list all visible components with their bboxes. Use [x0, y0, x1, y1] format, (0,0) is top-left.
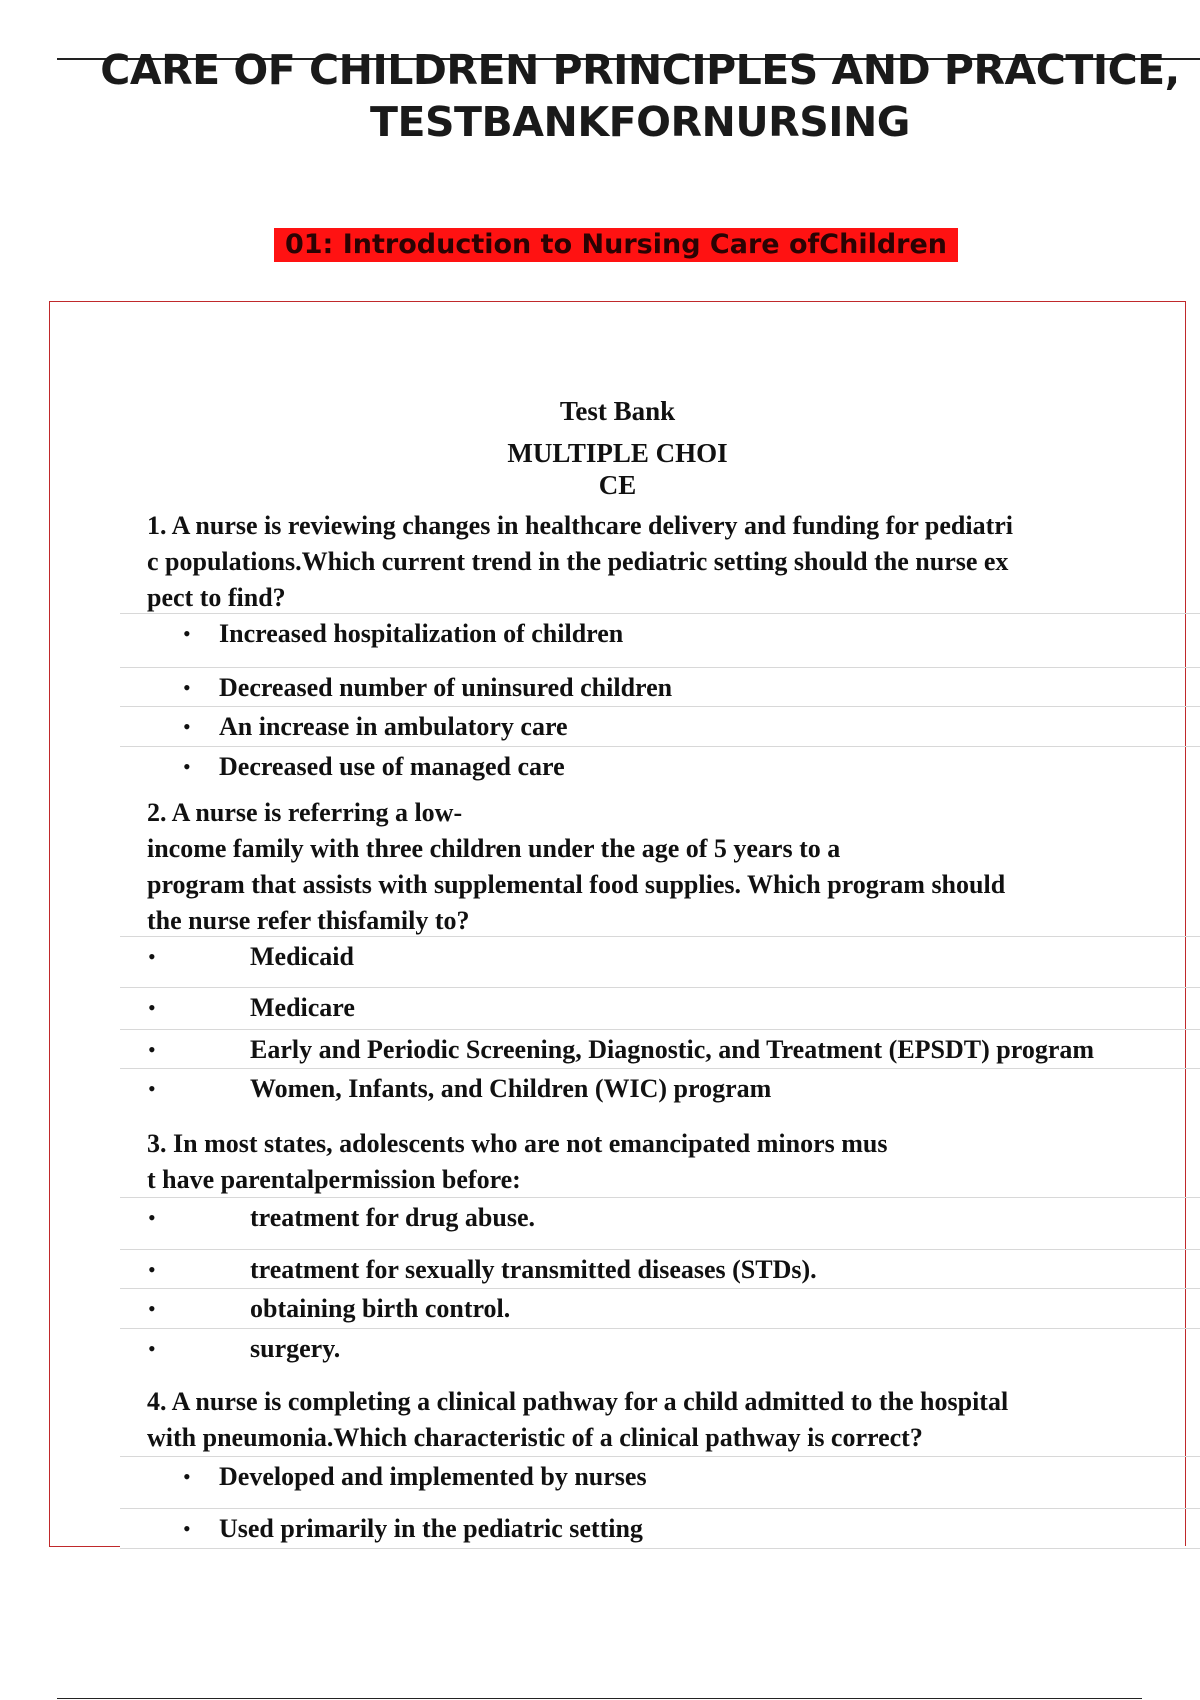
- question-2-option-a[interactable]: [120, 936, 1200, 971]
- bullet-icon: •: [148, 1296, 156, 1321]
- bullet-icon: •: [148, 944, 156, 969]
- option-label: Early and Periodic Screening, Diagnostic, and Treatment (EPSDT) program: [250, 1035, 1095, 1064]
- section-label: Test Bank: [559, 396, 676, 426]
- question-1-option-b[interactable]: [120, 667, 1200, 702]
- bullet-icon: •: [183, 714, 191, 739]
- title-line-2: TESTBANKFORNURSING: [370, 98, 910, 146]
- question-4-line: with pneumonia.Which characteristic of a clinical pathway is correct?: [147, 1423, 923, 1452]
- section-type-line-1: MULTIPLE CHOI: [507, 438, 728, 468]
- bullet-icon: •: [183, 754, 191, 779]
- question-4: [147, 1384, 1107, 1456]
- bullet-icon: •: [148, 1257, 156, 1282]
- question-1-option-d[interactable]: [120, 746, 1200, 781]
- bottom-rule: [57, 1698, 1142, 1699]
- question-2-line: 2. A nurse is referring a low-: [147, 798, 463, 827]
- question-1-line: c populations.Which current trend in the pediatric setting should the nurse ex: [147, 547, 1009, 576]
- question-4-option-a[interactable]: [120, 1456, 1200, 1491]
- question-1-option-c[interactable]: [120, 706, 1200, 741]
- question-2-line: the nurse refer thisfamily to?: [147, 906, 470, 935]
- bullet-icon: •: [148, 1076, 156, 1101]
- bullet-icon: •: [148, 995, 156, 1020]
- question-2: [147, 795, 1107, 939]
- question-1-line: pect to find?: [147, 583, 286, 612]
- bullet-icon: •: [183, 675, 191, 700]
- question-2-option-d[interactable]: [120, 1068, 1200, 1103]
- question-3-line: t have parentalpermission before:: [147, 1165, 521, 1194]
- bullet-icon: •: [183, 1516, 191, 1541]
- bullet-icon: •: [183, 621, 191, 646]
- list-end-rule: [120, 1548, 1200, 1549]
- bullet-icon: •: [148, 1205, 156, 1230]
- question-3-option-c[interactable]: [120, 1288, 1200, 1323]
- question-2-line: program that assists with supplemental food supplies. Which program should: [147, 870, 1006, 899]
- question-3-option-a[interactable]: [120, 1197, 1200, 1232]
- chapter-banner: 01: Introduction to Nursing Care ofChildren: [274, 228, 958, 262]
- question-3-line: 3. In most states, adolescents who are not emancipated minors mus: [147, 1129, 888, 1158]
- option-label: Increased hospitalization of children: [219, 619, 624, 648]
- option-label: treatment for drug abuse.: [250, 1203, 536, 1232]
- option-label: An increase in ambulatory care: [219, 712, 568, 741]
- question-2-option-c[interactable]: [120, 1029, 1200, 1064]
- option-label: Women, Infants, and Children (WIC) program: [250, 1074, 772, 1103]
- option-label: obtaining birth control.: [250, 1294, 511, 1323]
- question-2-line: income family with three children under the age of 5 years to a: [147, 834, 841, 863]
- question-4-option-b[interactable]: [120, 1508, 1200, 1543]
- option-label: surgery.: [250, 1334, 341, 1363]
- bullet-icon: •: [183, 1464, 191, 1489]
- option-label: Decreased use of managed care: [219, 752, 565, 781]
- question-3: [147, 1126, 1107, 1198]
- option-label: Medicaid: [250, 942, 354, 971]
- option-label: Developed and implemented by nurses: [219, 1462, 647, 1491]
- question-1-line: 1. A nurse is reviewing changes in healthcare delivery and funding for pediatri: [147, 511, 1013, 540]
- bullet-icon: •: [148, 1037, 156, 1062]
- option-label: Used primarily in the pediatric setting: [219, 1514, 643, 1543]
- bullet-icon: •: [148, 1336, 156, 1361]
- title-line-1: CARE OF CHILDREN PRINCIPLES AND PRACTICE,: [100, 46, 1180, 94]
- question-2-option-b[interactable]: [120, 987, 1200, 1022]
- question-1-option-a[interactable]: [120, 613, 1200, 648]
- section-type-line-2: CE: [598, 470, 637, 500]
- document-title: [60, 44, 1200, 148]
- option-label: Decreased number of uninsured children: [219, 673, 673, 702]
- question-3-option-b[interactable]: [120, 1249, 1200, 1284]
- question-1: [147, 508, 1107, 616]
- question-4-line: 4. A nurse is completing a clinical pathway for a child admitted to the hospital: [147, 1387, 1009, 1416]
- option-label: treatment for sexually transmitted diseases (STDs).: [250, 1255, 817, 1284]
- option-label: Medicare: [250, 993, 355, 1022]
- question-3-option-d[interactable]: [120, 1328, 1200, 1363]
